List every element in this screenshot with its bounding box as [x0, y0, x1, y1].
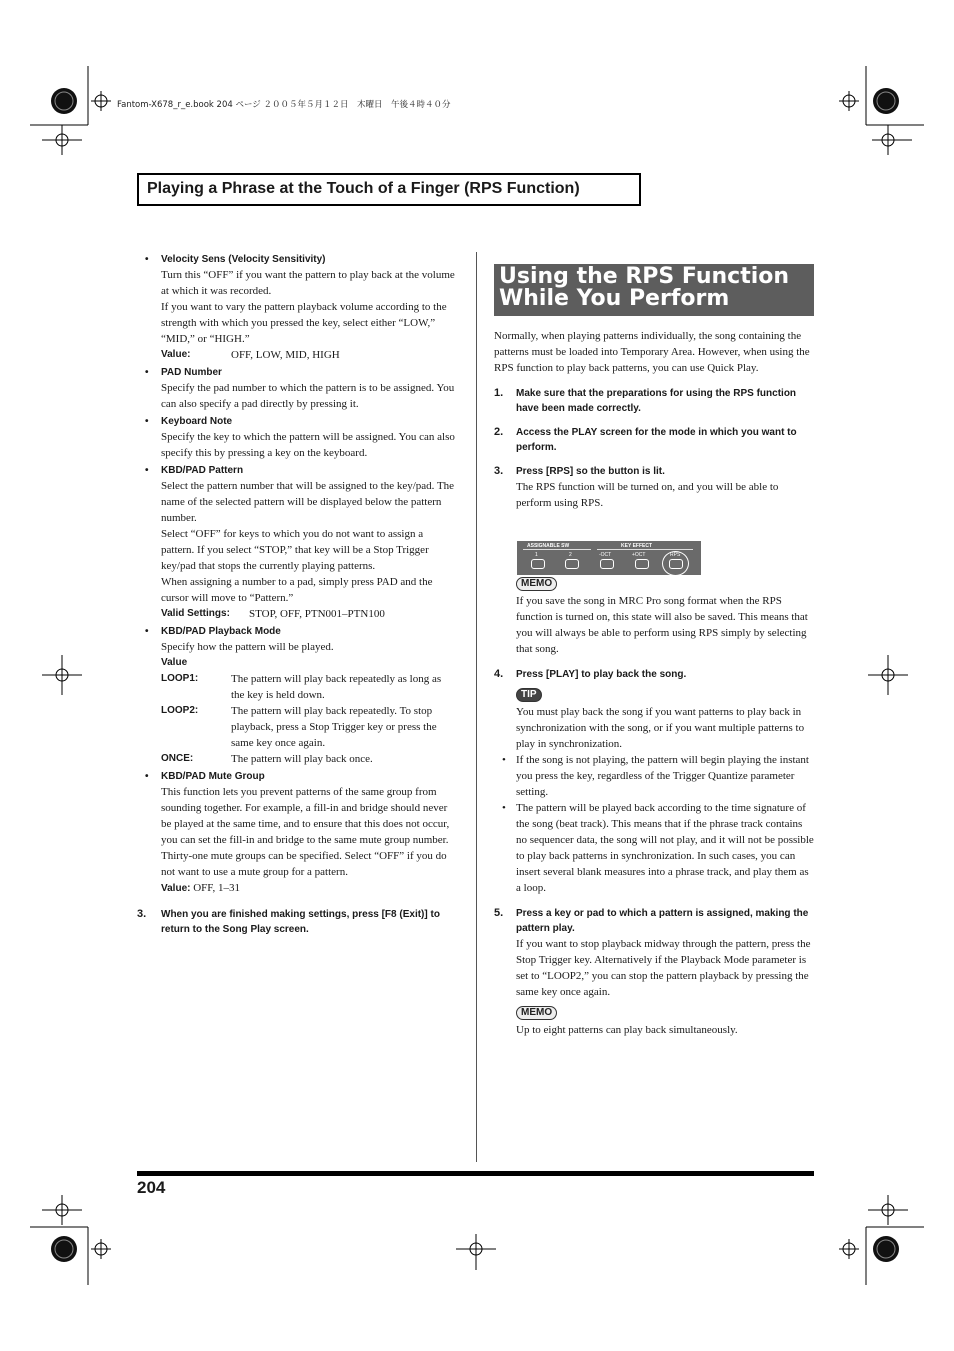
memo-1-text: If you save the song in MRC Pro song format when the RPS function is turned on, this state will also be saved. This means that you will always be able to perform using RPS simply by selecting that song. [516, 595, 808, 655]
playback-once-row [145, 751, 457, 767]
tip-badge: TIP [516, 688, 542, 702]
loop2-label: LOOP2: [161, 705, 199, 716]
step-5-body: If you want to stop playback midway through the pattern, press the Stop Trigger key. Alternatively if the Playback Mode parameter is set to “LOOP2,” you can stop the pattern playback by pressing the same key once again. [516, 938, 811, 998]
playback-p1: Specify how the pattern will be played. [161, 641, 334, 653]
mute-group-heading: • KBD/PAD Mute Group [145, 769, 457, 784]
pattern-valid-row [145, 606, 457, 622]
button-plus-oct [635, 559, 649, 569]
memo-badge-2: MEMO [516, 1006, 557, 1020]
rps-intro: Normally, when playing patterns individually, the song containing the patterns must be loaded into Temporary Area. However, when using the RPS function to play back patterns, you can use Quick Play. [494, 330, 810, 374]
btn-rps-label: RPS [670, 552, 681, 558]
rps-panel-illustration [517, 541, 701, 575]
page-number: 204 [137, 1178, 166, 1197]
footer-rule [137, 1171, 814, 1176]
step-1-number: 1. [494, 387, 504, 399]
btn-minus-oct-label: -OCT [599, 552, 612, 558]
button-minus-oct [600, 559, 614, 569]
loop1-desc: The pattern will play back repeatedly as long as the key is held down. [231, 673, 442, 701]
velocity-p1: Turn this “OFF” if you want the pattern to play back at the volume at which it was recorded. [161, 269, 455, 297]
right-column [494, 328, 814, 1038]
column-divider [476, 252, 477, 1162]
right-step-1 [494, 386, 814, 416]
memo-2-text: Up to eight patterns can play back simultaneously. [516, 1024, 738, 1036]
step-4-number: 4. [494, 668, 504, 680]
step-2-text: Access the PLAY screen for the mode in which you want to perform. [516, 427, 797, 453]
panel-rule-1 [523, 549, 591, 550]
btn-plus-oct-label: +OCT [632, 552, 646, 558]
rps-heading-box [494, 264, 814, 316]
loop1-label: LOOP1: [161, 673, 199, 684]
pattern-valid-label: Valid Settings: [161, 608, 230, 619]
rps-highlight-circle [662, 551, 689, 576]
button-1 [531, 559, 545, 569]
once-label: ONCE: [161, 753, 194, 764]
tip-bullet-2: • The pattern will be played back according to the time signature of the song (beat track). This means that if the phrase track contains no sequencer data, the song will not play, and it will not be possible to play back patterns in synchronization. In such cases, you can insert several blank measures into a phrase track, and play them as a loop. [494, 800, 814, 896]
pattern-p3: When assigning a number to a pad, simply press PAD and the cursor will move to “Pattern.” [161, 576, 433, 604]
panel-rule-2 [597, 549, 693, 550]
once-desc: The pattern will play back once. [231, 753, 373, 765]
pattern-p2: Select “OFF” for keys to which you do not want to assign a pattern. If you select “STOP,” that key will be a Stop Trigger key/pad that stops the currently playing patterns. [161, 528, 429, 572]
step-1-text: Make sure that the preparations for using the RPS function have been made correctly. [516, 388, 797, 414]
tip-bullet-1: • If the song is not playing, the pattern will begin playing the instant you press the key, regardless of the Trigger Quantize parameter setting. [494, 752, 814, 800]
tip-text: You must play back the song if you want patterns to play back in synchronization with the song, or if you want multiple patterns to play in synchronization. [516, 706, 805, 750]
step-5-number: 5. [494, 907, 504, 919]
right-step-4 [494, 667, 814, 682]
playback-value-label: Value [161, 657, 188, 668]
keyboard-note-heading: • Keyboard Note [145, 414, 457, 429]
mute-value: OFF, 1–31 [193, 882, 241, 894]
mute-p1: This function lets you prevent patterns of the same group from sounding together. For example, a fill-in and bridge should never be played at the same time, and to ensure that this does not occur, you can set the fill-in and bridge to the same mute group number. [161, 786, 450, 846]
pad-number-p1: Specify the pad number to which the pattern is to be assigned. You can also specify a pad directly by pressing it. [161, 382, 455, 410]
pattern-valid-value: STOP, OFF, PTN001–PTN100 [249, 608, 385, 620]
right-step-5 [494, 906, 814, 936]
left-step-3 [137, 907, 457, 937]
btn-2-label: 2 [569, 552, 572, 558]
playback-loop2-row [145, 703, 457, 751]
left-column [137, 250, 457, 937]
button-2 [565, 559, 579, 569]
playback-loop1-row [145, 671, 457, 703]
section-title: Playing a Phrase at the Touch of a Finger (RPS Function) [147, 180, 580, 197]
mute-value-label: Value: [161, 883, 191, 894]
right-step-2 [494, 425, 814, 455]
btn-1-label: 1 [535, 552, 538, 558]
velocity-p2: If you want to vary the pattern playback volume according to the strength with which you pressed the key, select either “LOW,” “MID,” or “HIGH.” [161, 301, 447, 345]
pattern-heading: • KBD/PAD Pattern [145, 463, 457, 478]
left-step-3-text: When you are finished making settings, press [F8 (Exit)] to return to the Song Play screen. [161, 909, 440, 935]
pad-number-heading: • PAD Number [145, 365, 457, 380]
step-5-text: Press a key or pad to which a pattern is assigned, making the pattern play. [516, 908, 809, 934]
step-3-text: Press [RPS] so the button is lit. [516, 466, 665, 477]
section-title-box [137, 173, 641, 206]
velocity-value-row [145, 347, 457, 363]
key-effect-label: KEY EFFECT [621, 543, 653, 549]
left-step-3-number: 3. [137, 908, 147, 920]
assignable-sw-label: ASSIGNABLE SW [527, 543, 570, 549]
keyboard-note-p1: Specify the key to which the pattern will be assigned. You can also specify this by pressing a key on the keyboard. [161, 431, 455, 459]
print-header-info: Fantom-X678_r_e.book 204 ページ ２００５年５月１２日 木曜日 午後４時４０分 [117, 100, 451, 110]
velocity-value-label: Value: [161, 349, 191, 360]
pattern-p1: Select the pattern number that will be assigned to the key/pad. The name of the selected pattern will be displayed below the pattern number. [161, 480, 455, 524]
mute-p2: Thirty-one mute groups can be specified. Select “OFF” if you do not want to use a mute group for a pattern. [161, 850, 447, 878]
velocity-sens-heading: • Velocity Sens (Velocity Sensitivity) [145, 252, 457, 267]
velocity-value: OFF, LOW, MID, HIGH [231, 349, 340, 361]
playback-mode-heading: • KBD/PAD Playback Mode [145, 624, 457, 639]
mute-value-row [145, 880, 457, 897]
memo-badge-1: MEMO [516, 577, 557, 591]
step-4-text: Press [PLAY] to play back the song. [516, 669, 687, 680]
right-step-3 [494, 464, 814, 479]
loop2-desc: The pattern will play back repeatedly. To stop playback, press a Stop Trigger key or press the same key once again. [231, 705, 437, 749]
step-2-number: 2. [494, 426, 504, 438]
step-3-body: The RPS function will be turned on, and you will be able to perform using RPS. [516, 481, 779, 509]
step-3-number: 3. [494, 465, 504, 477]
rps-heading: Using the RPS Function While You Perform [499, 264, 790, 311]
